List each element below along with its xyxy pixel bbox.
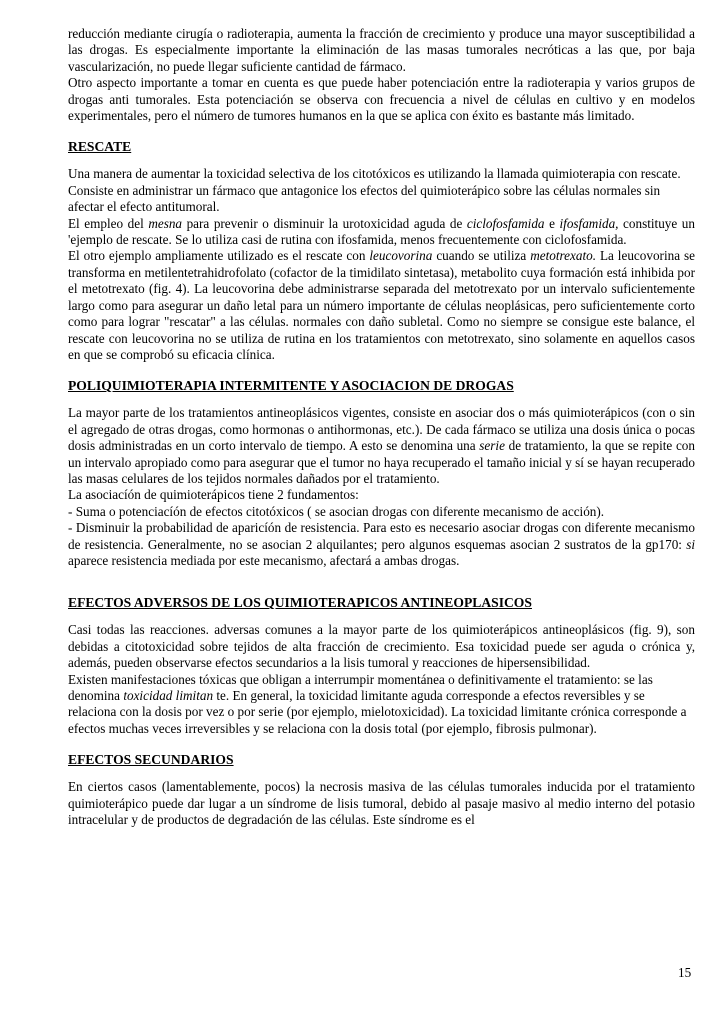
page-number: 15: [678, 965, 692, 980]
poli-bullet-1: - Suma o potenciacíón de efectos citotóxicos ( se asocian drogas con diferente mecanismo de acción).: [68, 503, 605, 519]
intro-paragraph-2: Otro aspecto importante a tomar en cuenta es que puede haber potenciación entre la radioterapia y varios grupos de drogas anti tumorales. Esta potenciación se observa con frecuencia a nivel de células en cultivo y en modelos experimentales, pero el número de tumores humanos en la que se aplica con éxito es bastante más limitado.: [68, 75, 695, 124]
poli-paragraph-2: La asociacíón de quimioterápicos tiene 2 fundamentos:: [68, 487, 359, 503]
adversos-paragraph-2: Existen manifestaciones tóxicas que obligan a interrumpir momentánea o definitivamente el tratamiento: se las denomina toxicidad limitan te. En general, la toxicidad limitante aguda corresponde a efectos reversibles y se relaciona con la dosis por vez o por serie (por ejemplo, mielotoxicidad). La toxicidad limitante crónica corresponde a efectos muchas veces irreversibles y se relaciona con la dosis total (por ejemplo, fibrosis pulmonar).: [68, 671, 687, 736]
secundarios-paragraph-1: En ciertos casos (lamentablemente, pocos) la necrosis masiva de las células tumorales inducida por el tratamiento quimioterápico puede dar lugar a un síndrome de lisis tumoral, debido al pasaje masivo al medio interno del potasio intracelular y de productos de degradación de las células. Este síndrome es el: [68, 779, 695, 828]
heading-rescate: RESCATE: [68, 139, 132, 155]
rescate-paragraph-2: El empleo del mesna para prevenir o disminuir la urotoxicidad aguda de ciclofosfamida e ifosfamida, constituye un 'ejemplo de rescate. Se lo utiliza casi de rutina con ifosfamida, menos frecuentemente con ciclofosfamida.: [68, 215, 695, 248]
heading-efectos-secundarios: EFECTOS SECUNDARIOS: [68, 752, 234, 768]
poli-paragraph-1: La mayor parte de los tratamientos antineoplásicos vigentes, consiste en asociar dos o más quimioterápicos (con o sin el agregado de otras drogas, como hormonas o antihormonas, etc.). De cada fármaco se utiliza una dosis única o pocas dosis administradas en un corto intervalo de tiempo. A esto se denomina una serie de tratamiento, la que se repite con un intervalo apropiado como para asegurar que el tumor no haya recuperado el tamaño inicial y sí se hayan recuperado las masas celulares de los tejidos normales dañados por el tratamiento.: [68, 405, 695, 486]
heading-poliquimioterapia: POLIQUIMIOTERAPIA INTERMITENTE Y ASOCIACION DE DROGAS: [68, 378, 514, 394]
adversos-paragraph-1: Casi todas las reacciones. adversas comunes a la mayor parte de los quimioterápicos antineoplásicos (fig. 9), son debidas a citotoxicidad sobre tejidos de alta fracción de crecimiento. Esa toxicidad puede ser aguda o crónica y, además, pueden observarse efectos secundarios a la lisis tumoral y reacciones de hipersensibilidad.: [68, 622, 695, 671]
rescate-paragraph-3: El otro ejemplo ampliamente utilizado es el rescate con leucovorina cuando se utiliza metotrexato. La leucovorina se transforma en metilentetrahidrofolato (cofactor de la timidilato sintetasa), metabolito cuya formación está inhibida por el metotrexato (fig. 4). La leucovorina debe administrarse separada del metotrexato por un intervalo suficientemente largo como para asegurar un daño letal para un número importante de células neoplásicas, pero suficientemente corto como para lograr "rescatar" a las células. normales con daño subletal. Como no siempre se consigue este balance, el rescate con leucovorina no se utiliza de rutina en los tratamientos con metotrexato, sino solamente en aquellos casos en que se comprobó su eficacia clínica.: [68, 248, 695, 362]
document-page: [68, 26, 695, 828]
heading-efectos-adversos: EFECTOS ADVERSOS DE LOS QUIMIOTERAPICOS ANTINEOPLASICOS: [68, 595, 532, 611]
poli-bullet-2: - Disminuir la probabilidad de aparicíón de resistencia. Para esto es necesario asociar drogas con diferente mecanismo de resistencia. Generalmente, no se asocian 2 alquilantes; pero algunos esquemas asocian 2 sustratos de la gp170: si aparece resistencia mediada por este mecanismo, afectará a ambas drogas.: [68, 520, 695, 568]
intro-paragraph-1: reducción mediante cirugía o radioterapia, aumenta la fracción de crecimiento y produce una mayor susceptibilidad a las drogas. Es especialmente importante la eliminación de las masas tumorales necróticas a las que, por baja vascularización, no puede llegar suficiente cantidad de fármaco.: [68, 26, 695, 74]
rescate-paragraph-1: Una manera de aumentar la toxicidad selectiva de los citotóxicos es utilizando la llamada quimioterapia con rescate. Consiste en administrar un fármaco que antagonice los efectos del quimioterápico sobre las células normales sin afectar el efecto antitumoral.: [68, 166, 681, 215]
